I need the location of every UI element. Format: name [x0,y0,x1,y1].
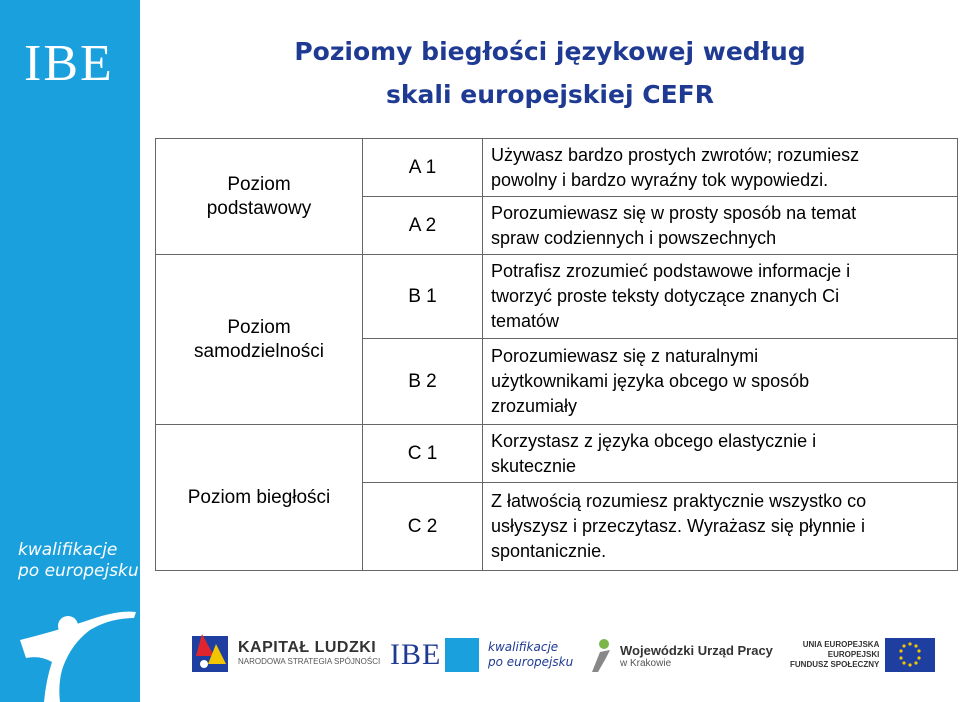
title-line-2: skali europejskiej CEFR [386,80,714,109]
desc-line: zrozumiały [491,396,578,416]
tagline-line-1: kwalifikacje [18,540,118,560]
footer-logos [140,610,960,702]
desc-line: Korzystasz z języka obcego elastycznie i [491,430,817,451]
kapital-ludzki-logo [192,630,380,674]
eu-line-2: EUROPEJSKI [827,650,880,659]
desc-line: tematów [491,311,560,331]
level-code-a1: A 1 [363,139,483,197]
kwal-footer-line-2: po europejsku [488,655,574,669]
desc-line: użytkownikami języka obcego w sposób [491,371,810,391]
level-code-b1: B 1 [363,255,483,339]
ibe-footer-text: IBE [390,638,442,671]
ibe-footer-logo [390,638,479,672]
kapital-ludzki-subtitle: NARODOWA STRATEGIA SPÓJNOŚCI [238,656,381,666]
kwalifikacje-footer-logo [488,640,573,670]
group-label-line: Poziom [227,173,291,195]
table-row [156,255,958,339]
level-desc-b2 [483,339,958,425]
desc-line: Z łatwością rozumiesz praktycznie wszystko co [491,491,867,511]
level-desc-a2 [483,197,958,255]
wup-logo [588,638,773,674]
desc-line: powolny i bardzo wyraźny tok wypowiedzi. [491,169,829,190]
kapital-ludzki-icon [192,630,230,674]
eu-logo [790,638,935,672]
desc-line: Potrafisz zrozumieć podstawowe informacje i [491,261,851,281]
level-code-b2: B 2 [363,339,483,425]
group-label-line: Poziom biegłości [187,486,331,508]
title-line-1: Poziomy biegłości językowej według [294,37,806,66]
wup-title: Wojewódzki Urząd Pracy [620,643,773,658]
level-desc-b1 [483,255,958,339]
desc-line: Porozumiewasz się w prosty sposób na temat [491,202,857,223]
tagline-line-2: po europejsku [18,561,139,581]
desc-line: Używasz bardzo prostych zwrotów; rozumiesz [491,144,860,165]
level-desc-a1 [483,139,958,197]
desc-line: usłyszysz i przeczytasz. Wyrażasz się płynnie i [491,516,865,536]
ibe-logo: IBE [24,35,114,92]
wup-figure-icon [588,638,614,674]
table-row [156,139,958,197]
eu-line-3: FUNDUSZ SPOŁECZNY [790,660,880,669]
group-label-line: podstawowy [206,197,312,219]
desc-line: spraw codziennych i powszechnych [491,227,777,248]
desc-line: skutecznie [491,455,577,476]
level-code-c2: C 2 [363,483,483,571]
wup-subtitle: w Krakowie [620,658,672,669]
desc-line: spontanicznie. [491,541,607,561]
jumping-figure-icon [0,600,140,702]
cefr-levels-table [155,138,958,571]
group-label-line: Poziom [227,316,291,338]
desc-line: Porozumiewasz się z naturalnymi [491,346,759,366]
kwal-footer-line-1: kwalifikacje [488,640,559,654]
ibe-figure-icon [445,638,479,672]
desc-line: tworzyć proste teksty dotyczące znanych Ci [491,286,840,306]
level-group-basic [156,139,363,255]
table-row [156,425,958,483]
kwalifikacje-tagline [18,540,139,582]
group-label-line: samodzielności [194,340,324,362]
level-code-c1: C 1 [363,425,483,483]
eu-line-1: UNIA EUROPEJSKA [802,640,880,649]
level-group-proficient [156,425,363,571]
level-desc-c2 [483,483,958,571]
level-group-independent [156,255,363,425]
kapital-ludzki-title: KAPITAŁ LUDZKI [238,638,377,656]
page-title [140,30,960,116]
sidebar [0,0,140,702]
eu-flag-icon [885,638,935,672]
level-code-a2: A 2 [363,197,483,255]
level-desc-c1 [483,425,958,483]
